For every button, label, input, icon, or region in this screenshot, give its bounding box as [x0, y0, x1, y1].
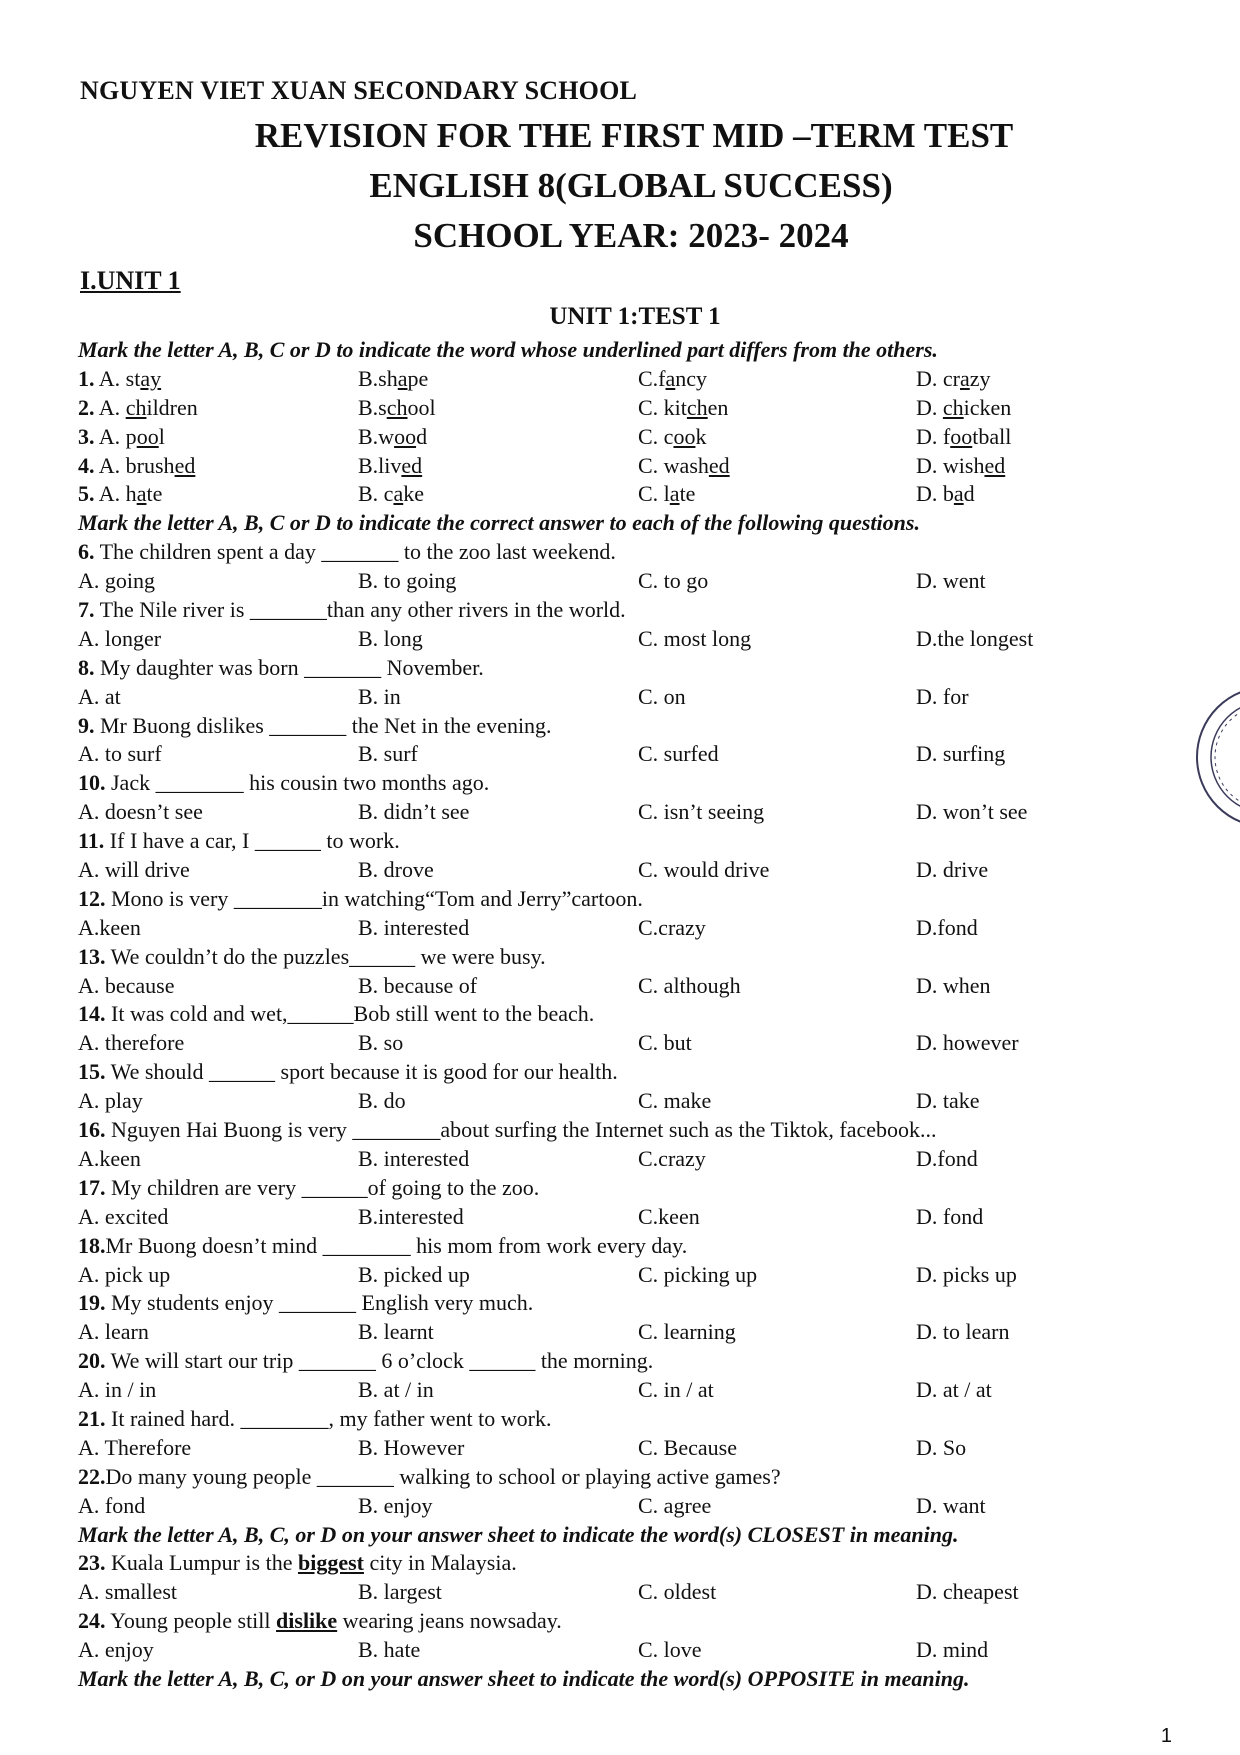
answer-option: B. interested	[358, 914, 470, 940]
question-number: 14.	[78, 1001, 106, 1027]
question-text: wearing jeans nowsaday.	[337, 1608, 562, 1634]
question-row	[78, 423, 1188, 452]
test-heading: UNIT 1:TEST 1	[549, 303, 721, 330]
options-row	[78, 1492, 1188, 1521]
options-row	[78, 683, 1188, 712]
question-number: 19.	[78, 1290, 106, 1316]
answer-option: C. would drive	[638, 857, 770, 883]
answer-option: B. long	[358, 625, 423, 651]
option-text: ke	[403, 481, 424, 507]
answer-option: B. However	[358, 1434, 465, 1460]
options-row	[78, 625, 1188, 654]
answer-option: B. largest	[358, 1579, 442, 1605]
answer-option: A. to surf	[78, 741, 162, 767]
question-row	[78, 394, 1188, 423]
answer-option: D.fond	[916, 1145, 978, 1171]
answer-option: D. to learn	[916, 1319, 1010, 1345]
question-text: Young people still	[105, 1608, 277, 1634]
underlined-part: oo	[673, 423, 696, 449]
answer-option: B.interested	[358, 1203, 464, 1229]
question-stem	[78, 1607, 1188, 1636]
answer-option: B. in	[358, 683, 401, 709]
answer-option: B. didn’t see	[358, 799, 470, 825]
question-number: 8.	[78, 654, 95, 680]
question-text: city in Malaysia.	[363, 1550, 517, 1576]
option-text: C. kit	[638, 394, 687, 420]
options-row	[78, 1029, 1188, 1058]
question-number: 23.	[78, 1550, 106, 1576]
question-stem	[78, 1174, 1188, 1203]
answer-option: D. at / at	[916, 1377, 992, 1403]
question-text: My students enjoy _______ English very much.	[105, 1290, 534, 1316]
options-row	[78, 914, 1188, 943]
option-text: te	[679, 481, 696, 507]
question-stem	[78, 1116, 1188, 1145]
question-stem	[78, 1549, 1188, 1578]
option-text: C. wash	[638, 452, 709, 478]
answer-option	[916, 423, 1011, 452]
option-text: A.	[94, 394, 126, 420]
answer-option: A. going	[78, 568, 155, 594]
underlined-part: ay	[140, 365, 162, 391]
options-row	[78, 1087, 1188, 1116]
question-text: My children are very ______of going to the zoo.	[105, 1174, 540, 1200]
question-stem	[78, 1347, 1188, 1376]
document-subject: ENGLISH 8(GLOBAL SUCCESS)	[369, 166, 893, 205]
question-number: 11.	[78, 828, 105, 854]
options-row	[78, 1636, 1188, 1665]
keyword: biggest	[297, 1550, 364, 1576]
document-title: REVISION FOR THE FIRST MID –TERM TEST	[254, 116, 1014, 155]
question-text: Do many young people _______ walking to school or playing active games?	[105, 1463, 781, 1489]
question-stem	[78, 712, 1188, 741]
answer-option: A. at	[78, 683, 121, 709]
answer-option: D. surfing	[916, 741, 1006, 767]
answer-option: C. make	[638, 1088, 712, 1114]
answer-option	[638, 394, 728, 423]
underlined-part: ch	[686, 394, 708, 420]
answer-option	[358, 365, 428, 394]
option-text: d	[416, 423, 428, 449]
option-text: icken	[963, 394, 1012, 420]
option-text: C. c	[638, 423, 674, 449]
answer-option: D. drive	[916, 857, 989, 883]
option-text: B.w	[358, 423, 395, 449]
question-text: The Nile river is _______than any other rivers in the world.	[94, 597, 626, 623]
question-row	[78, 480, 1188, 509]
option-text: D. cr	[916, 365, 960, 391]
underlined-part: a	[136, 481, 147, 507]
answer-option	[916, 365, 991, 394]
question-list	[78, 336, 1188, 1694]
question-stem	[78, 1405, 1188, 1434]
question-number: 21.	[78, 1405, 106, 1431]
answer-option: D. fond	[916, 1203, 984, 1229]
question-number: 20.	[78, 1348, 106, 1374]
question-number: 24.	[78, 1608, 106, 1634]
underlined-part: oo	[950, 423, 973, 449]
question-stem	[78, 1463, 1188, 1492]
answer-option: B. drove	[358, 857, 434, 883]
underlined-part: a	[669, 481, 680, 507]
option-text: B.liv	[358, 452, 402, 478]
answer-option: D. cheapest	[916, 1579, 1019, 1605]
instruction: Mark the letter A, B, C, or D on your answer sheet to indicate the word(s) CLOSEST in meaning.	[78, 1521, 959, 1547]
answer-option: D. however	[916, 1030, 1019, 1056]
question-row	[78, 365, 1188, 394]
answer-option: B. at / in	[358, 1377, 434, 1403]
underlined-part: oo	[394, 423, 417, 449]
options-row	[78, 1261, 1188, 1290]
answer-option: C. in / at	[638, 1377, 714, 1403]
underlined-part: ed	[401, 452, 423, 478]
question-stem	[78, 1058, 1188, 1087]
question-number: 12.	[78, 885, 106, 911]
option-text: D. wish	[916, 452, 985, 478]
answer-option: C.crazy	[638, 914, 706, 940]
answer-option: C. most long	[638, 625, 752, 651]
underlined-part: ed	[984, 452, 1006, 478]
answer-option	[358, 452, 422, 481]
answer-option: C. surfed	[638, 741, 719, 767]
answer-option: A. enjoy	[78, 1637, 154, 1663]
answer-option	[638, 365, 707, 394]
options-row	[78, 1145, 1188, 1174]
answer-option	[78, 423, 165, 452]
option-text: d	[963, 481, 975, 507]
answer-option: A. doesn’t see	[78, 799, 203, 825]
options-row	[78, 1376, 1188, 1405]
answer-option: A. play	[78, 1088, 143, 1114]
question-text: We couldn’t do the puzzles______ we were busy.	[105, 943, 546, 969]
question-number: 1.	[78, 365, 95, 391]
answer-option: A. will drive	[78, 857, 190, 883]
options-row	[78, 1318, 1188, 1347]
answer-option	[78, 365, 161, 394]
question-stem	[78, 943, 1188, 972]
answer-option	[358, 394, 436, 423]
question-text: We should ______ sport because it is good for our health.	[105, 1059, 618, 1085]
options-row	[78, 1434, 1188, 1463]
options-row	[78, 740, 1188, 769]
answer-option	[638, 452, 730, 481]
answer-option: A. pick up	[78, 1261, 171, 1287]
question-number: 22.	[78, 1463, 106, 1489]
answer-option	[358, 480, 424, 509]
school-year: SCHOOL YEAR: 2023- 2024	[413, 216, 849, 255]
question-stem	[78, 654, 1188, 683]
underlined-part: a	[665, 365, 676, 391]
answer-option: A.keen	[78, 1145, 141, 1171]
answer-option	[638, 423, 706, 452]
answer-option: C. but	[638, 1030, 692, 1056]
question-stem	[78, 1232, 1188, 1261]
question-stem	[78, 538, 1188, 567]
school-seal-icon	[1192, 682, 1240, 832]
question-number: 4.	[78, 452, 95, 478]
question-number: 3.	[78, 423, 95, 449]
answer-option: B. to going	[358, 568, 457, 594]
question-number: 18.	[78, 1232, 106, 1258]
answer-option: C. Because	[638, 1434, 737, 1460]
keyword: dislike	[276, 1608, 338, 1634]
answer-option: A.keen	[78, 914, 141, 940]
answer-option: A. Therefore	[78, 1434, 192, 1460]
question-number: 6.	[78, 539, 95, 565]
question-number: 9.	[78, 712, 95, 738]
answer-option: B. interested	[358, 1145, 470, 1171]
underlined-part: ch	[386, 394, 408, 420]
question-stem	[78, 1289, 1188, 1318]
question-text: It rained hard. ________, my father went to work.	[105, 1405, 552, 1431]
instruction: Mark the letter A, B, C or D to indicate the word whose underlined part differs from the others.	[78, 337, 938, 362]
answer-option	[78, 394, 198, 423]
underlined-part: oo	[136, 423, 159, 449]
answer-option: C. isn’t seeing	[638, 799, 765, 825]
option-text: te	[146, 481, 163, 507]
option-text: B.s	[358, 394, 387, 420]
answer-option: A. in / in	[78, 1377, 157, 1403]
answer-option: D. want	[916, 1492, 986, 1518]
question-text: Jack ________ his cousin two months ago.	[105, 770, 490, 796]
underlined-part: ch	[125, 394, 147, 420]
question-text: My daughter was born _______ November.	[94, 654, 484, 680]
question-number: 13.	[78, 943, 106, 969]
option-text: A. p	[94, 423, 137, 449]
option-text: A. h	[94, 481, 137, 507]
answer-option	[638, 480, 695, 509]
question-stem	[78, 596, 1188, 625]
answer-option: D. when	[916, 972, 991, 998]
option-text: ool	[407, 394, 436, 420]
answer-option: C. agree	[638, 1492, 712, 1518]
question-number: 17.	[78, 1174, 106, 1200]
options-row	[78, 856, 1188, 885]
answer-option: A. learn	[78, 1319, 149, 1345]
answer-option: A. longer	[78, 625, 162, 651]
answer-option: B. because of	[358, 972, 478, 998]
option-text: zy	[969, 365, 991, 391]
answer-option: C. oldest	[638, 1579, 717, 1605]
option-text: C. l	[638, 481, 670, 507]
answer-option: D. went	[916, 568, 986, 594]
question-text: It was cold and wet,______Bob still went to the beach.	[105, 1001, 595, 1027]
question-text: Mr Buong doesn’t mind ________ his mom from work every day.	[105, 1232, 688, 1258]
question-text: Kuala Lumpur is the	[105, 1550, 298, 1576]
question-stem	[78, 885, 1188, 914]
answer-option: D. picks up	[916, 1261, 1017, 1287]
underlined-part: ed	[174, 452, 196, 478]
question-number: 5.	[78, 481, 95, 507]
answer-option: C.crazy	[638, 1145, 706, 1171]
answer-option: A. therefore	[78, 1030, 185, 1056]
option-text: ildren	[146, 394, 198, 420]
answer-option: A. smallest	[78, 1579, 177, 1605]
options-row	[78, 798, 1188, 827]
underlined-part: a	[397, 365, 408, 391]
answer-option: A. fond	[78, 1492, 146, 1518]
question-text: Mr Buong dislikes _______ the Net in the evening.	[94, 712, 552, 738]
question-number: 10.	[78, 770, 106, 796]
underlined-part: a	[393, 481, 404, 507]
underlined-part: a	[953, 481, 964, 507]
option-text: pe	[407, 365, 429, 391]
answer-option: A. because	[78, 972, 175, 998]
option-text: ncy	[675, 365, 708, 391]
answer-option: D. So	[916, 1434, 967, 1460]
underlined-part: a	[959, 365, 970, 391]
question-stem	[78, 769, 1188, 798]
option-text: A. brush	[94, 452, 175, 478]
option-text: D.	[916, 394, 943, 420]
answer-option	[358, 423, 427, 452]
answer-option: D. take	[916, 1088, 980, 1114]
answer-option: B. hate	[358, 1637, 421, 1663]
answer-option: A. excited	[78, 1203, 169, 1229]
answer-option	[78, 480, 162, 509]
question-number: 7.	[78, 597, 95, 623]
answer-option	[78, 452, 195, 481]
option-text: B.sh	[358, 365, 398, 391]
answer-option: C.keen	[638, 1203, 700, 1229]
option-text: C.f	[638, 365, 666, 391]
question-number: 2.	[78, 394, 95, 420]
answer-option: D. mind	[916, 1637, 989, 1663]
underlined-part: ed	[708, 452, 730, 478]
answer-option: C. to go	[638, 568, 709, 594]
answer-option: C. love	[638, 1637, 702, 1663]
answer-option: D. for	[916, 683, 969, 709]
answer-option: D.fond	[916, 914, 978, 940]
question-text: The children spent a day _______ to the zoo last weekend.	[94, 539, 616, 565]
answer-option: D. won’t see	[916, 799, 1028, 825]
answer-option: B. learnt	[358, 1319, 434, 1345]
options-row	[78, 1578, 1188, 1607]
option-text: D. b	[916, 481, 954, 507]
answer-option: C. on	[638, 683, 686, 709]
answer-option: B. surf	[358, 741, 418, 767]
answer-option: C. although	[638, 972, 741, 998]
page-number: 1	[1160, 1725, 1172, 1747]
option-text: l	[158, 423, 165, 449]
answer-option: B. picked up	[358, 1261, 470, 1287]
option-text: en	[707, 394, 729, 420]
school-name: NGUYEN VIET XUAN SECONDARY SCHOOL	[80, 76, 638, 105]
answer-option	[916, 394, 1011, 423]
answer-option: D.the longest	[916, 625, 1034, 651]
options-row	[78, 1203, 1188, 1232]
question-row	[78, 452, 1188, 481]
option-text: A. st	[94, 365, 141, 391]
options-row	[78, 567, 1188, 596]
question-text: If I have a car, I ______ to work.	[104, 828, 400, 854]
question-number: 15.	[78, 1059, 106, 1085]
option-text: D. f	[916, 423, 951, 449]
answer-option: C. learning	[638, 1319, 736, 1345]
instruction: Mark the letter A, B, C or D to indicate the correct answer to each of the following questions.	[78, 510, 920, 536]
answer-option	[916, 452, 1005, 481]
options-row	[78, 972, 1188, 1001]
question-text: Nguyen Hai Buong is very ________about surfing the Internet such as the Tiktok, facebook...	[105, 1117, 937, 1143]
instruction: Mark the letter A, B, C, or D on your answer sheet to indicate the word(s) OPPOSITE in meaning.	[78, 1665, 970, 1691]
question-stem	[78, 1000, 1188, 1029]
option-text: k	[695, 423, 707, 449]
answer-option	[916, 480, 975, 509]
question-text: Mono is very ________in watching“Tom and Jerry”cartoon.	[105, 885, 643, 911]
underlined-part: ch	[942, 394, 964, 420]
answer-option: B. enjoy	[358, 1492, 433, 1518]
answer-option: C. picking up	[638, 1261, 758, 1287]
answer-option: B. so	[358, 1030, 404, 1056]
unit-heading: I.UNIT 1	[80, 266, 181, 295]
question-number: 16.	[78, 1117, 106, 1143]
answer-option: B. do	[358, 1088, 406, 1114]
option-text: tball	[972, 423, 1012, 449]
option-text: B. c	[358, 481, 394, 507]
question-text: We will start our trip _______ 6 o’clock ______ the morning.	[105, 1348, 654, 1374]
question-stem	[78, 827, 1188, 856]
